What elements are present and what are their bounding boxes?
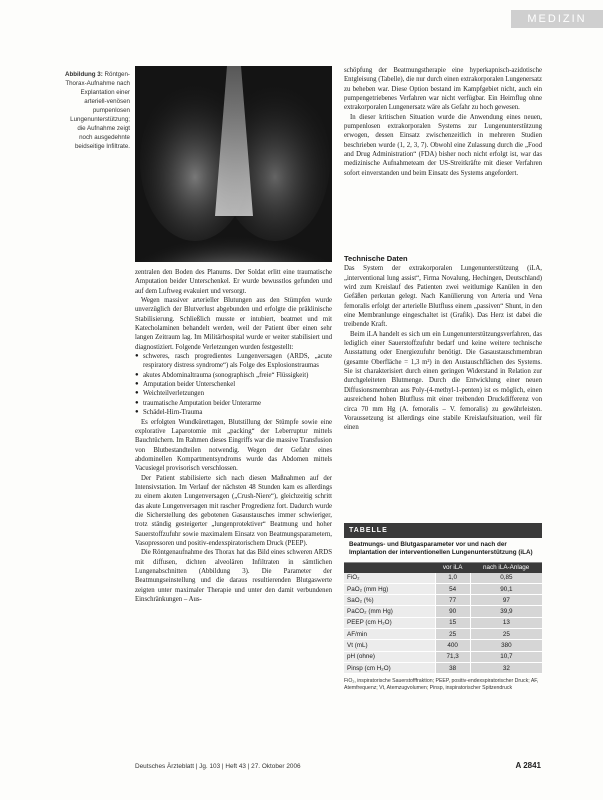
table-cell-label: AF/min [344, 629, 435, 640]
table-cell-label: FiO₂ [344, 573, 435, 584]
chest-xray-image [135, 66, 332, 262]
parameter-table [344, 563, 542, 675]
right-paragraph-4: Beim iLA handelt es sich um ein Lungenunterstützungsverfahren, das lediglich einer Sauerstoffzufuhr bedarf und keine weitere technische Ausstattung oder Energiezufuhr benötigt. Die Gasaustauschmembran (gesamte Oberfläche = 1,3 m²) in den Austauschflächen des Systems. Sie ist charakterisiert durch einen geringen Widerstand in Relation zur durchgeleiteten Blutmenge. Durch die Entwicklung einer neuen Diffusionsmembran aus Poly-(4-methyl-1-penten) ist es möglich, einen ausreichend hohen Blutfluss mit einer treibenden Druckdifferenz von circa 70 mm Hg (A. femoralis – V. femoralis) zu gewährleisten. Voraussetzung ist allerdings eine stabile Kreislaufsituation, weil für einen [344, 330, 542, 432]
column-header [344, 563, 435, 573]
table-cell: 77 [435, 595, 470, 606]
section-label: MEDIZIN [511, 10, 603, 28]
injury-list [135, 352, 332, 417]
journal-citation: Deutsches Ärzteblatt | Jg. 103 | Heft 43 | 27. Oktober 2006 [135, 763, 301, 770]
table-row [344, 662, 542, 673]
left-paragraph-2: Wegen massiver arterieller Blutungen aus den Stümpfen wurde unverzüglich der Blutverlust abgebunden und erfolgte die präklinische Stabilisierung. Schließlich musste er intubiert, beatmet und mit Katecholaminen behandelt werden, weil der Patient über einen sehr langen Zeitraum lag. Im Militärhospital wurde er weiter stabilisiert und diagnostiziert. Folgende Verletzungen wurden festgestellt: [135, 297, 332, 351]
left-paragraph-4: Der Patient stabilisierte sich nach diesen Maßnahmen auf der Intensivstation. Im Verlauf der nächsten 48 Stunden kam es allerdings zu einem akuten Lungenversagen („Crush-Niere“), gleichzeitig schritt das akute Lungenversagen mit rascher Progredienz fort. Dadurch wurde die Sicherstellung des gebotenen Gasaustausches immer schwieriger, trotz ständig gesteigerter „lungenprotektiver“ Beatmung und hoher Sauerstoffzufuhr sowie maximalem Einsatz von Beatmungsparametern, Vasopressoren und positiv-endexspiratorischem Druck (PEEP). [135, 474, 332, 547]
column-header: nach iLA-Anlage [470, 563, 542, 573]
table-footnote: FiO₂, inspiratorische Sauerstofffraktion; PEEP, positiv-endexspiratorischer Druck; AF, Atemfrequenz; Vt, Atemzugvolumen; Pinsp, inspiratorischer Spitzendruck [344, 678, 539, 692]
table-row [344, 640, 542, 651]
table-cell-label: PaO₂ (mm Hg) [344, 583, 435, 594]
left-paragraph-3: Es erfolgten Wundkürettagen, Blutstillung der Stümpfe sowie eine explorative Laparotomie mit „packing“ der Leberruptur mittels Bauchtüchern. Im Rahmen dieses Eingriffs war die massive Transfusion von Blutbestandteilen notwendig. Wegen der Gefahr eines abdominellen Kompartmentsyndroms wurde das Abdomen mittels Vacusiegel provisorisch verschlossen. [135, 418, 332, 473]
table-cell: 0,85 [470, 573, 542, 584]
table-cell: 90,1 [470, 583, 542, 594]
table-cell: 25 [470, 629, 542, 640]
table-cell: 38 [435, 662, 470, 673]
table-cell: 13 [470, 617, 542, 628]
table-row [344, 606, 542, 617]
right-paragraph-3: Das System der extrakorporalen Lungenunterstützung (iLA, „interventional lung assist“, Firma Novalung, Hechingen, Deutschland) wird zum Kreislauf des Patienten zwei weitlumige Kanülen in den Gefäßen perkutan gelegt. Nach Kanülierung von Arteria und Vena femoralis erfolgt der arterielle Blutfluss einem „passiven“ Shunt, in den eine Membranlunge eingeschaltet ist (Grafik). Das Herz ist dabei die treibende Kraft. [344, 265, 542, 329]
caption-label: Abbildung 3: [64, 71, 103, 78]
data-table-box [344, 523, 542, 749]
table-title: Beatmungs- und Blutgasparameter vor und nach der Implantation der interventionellen Lungenunterstützung (iLA) [344, 538, 542, 563]
right-column-top [344, 66, 542, 178]
injury-item: ● akutes Abdominaltrauma (sonographisch „freie“ Flüssigkeit) [135, 371, 332, 380]
left-column [135, 268, 332, 604]
right-paragraph-2: In dieser kritischen Situation wurde die Anwendung eines neuen, pumpenlosen extrakorporalen Systems zur Lungenunterstützung erwogen, dessen Einsatz zwischenzeitlich in mehreren Studien beschrieben wurde (1, 2, 3, 7). Obwohl eine Zulassung durch die „Food and Drug Administration“ (FDA) bisher noch nicht erfolgt ist, war das medizinische Aufnahmeteam der US-Streitkräfte mit dieser Verfahren sofort einverstanden und beim Einsatz des Systems angefordert. [344, 113, 542, 177]
table-cell-label: Vt (mL) [344, 640, 435, 651]
table-cell: 1,0 [435, 573, 470, 584]
table-row [344, 651, 542, 662]
table-row [344, 573, 542, 584]
left-paragraph-5: Die Röntgenaufnahme des Thorax hat das Bild eines schweren ARDS mit diffusen, dichten alveolären Infiltraten in sämtlichen Lungenabschnitten (Abbildung 3). Die Parameter der Beatmungseinstellung und die daraus resultierenden Blutgaswerte zeigten unter maximaler Therapie und unter den damit verbundenen Einschränkungen – Aus- [135, 549, 332, 604]
table-cell: 71,3 [435, 651, 470, 662]
injury-item: ● traumatische Amputation beider Unterarme [135, 399, 332, 408]
left-paragraph-1: zentralen den Boden des Planums. Der Soldat erlitt eine traumatische Amputation beider Unterschenkel. Er wurde bewusstlos gefunden und auf dem Luftweg evakuiert und versorgt. [135, 269, 332, 295]
table-cell: 15 [435, 617, 470, 628]
table-cell: 10,7 [470, 651, 542, 662]
table-row [344, 583, 542, 594]
table-header: TABELLE [344, 523, 542, 538]
table-row [344, 595, 542, 606]
table-cell: 25 [435, 629, 470, 640]
injury-item: ● Schädel-Hirn-Trauma [135, 408, 332, 417]
injury-item: ● schweres, rasch progredientes Lungenversagen (ARDS, „acute respiratory distress syndrome“) als Folge des Explosionstraumas [135, 352, 332, 371]
xray-graphic [135, 66, 332, 262]
table-cell-label: PaCO₂ (mm Hg) [344, 606, 435, 617]
table-cell-label: pH (ohne) [344, 651, 435, 662]
table-cell: 32 [470, 662, 542, 673]
right-paragraph-1: schöpfung der Beatmungstherapie eine hyperkapnisch-azidotische Entgleisung (Tabelle), die nur durch einen extrakorporalen Lungenersatz zu beheben war. Diese Option bestand im Kampfgebiet nicht, auch ein pumpengetriebenes Verfahren war nicht verfügbar. Ein Heimflug ohne extrakorporalen Lungenersatz wäre als Gefahr zu hoch gewesen. [344, 67, 542, 112]
table-cell: 400 [435, 640, 470, 651]
figure-caption [64, 70, 130, 151]
table-cell-label: Pinsp (cm H₂O) [344, 662, 435, 673]
table-cell: 380 [470, 640, 542, 651]
table-cell: 90 [435, 606, 470, 617]
page-number: A 2841 [515, 761, 541, 770]
caption-text: Röntgen-Thorax-Aufnahme nach Explantation einer arteriell-venösen pumpenlosen Lungenunterstützung; die Aufnahme zeigt noch ausgedehnte beidseitige Infiltrate. [65, 71, 130, 150]
table-header-row [344, 563, 542, 573]
section-heading: Technische Daten [344, 254, 408, 263]
table-cell-label: SaO₂ (%) [344, 595, 435, 606]
injury-item: ● Weichteilverletzungen [135, 389, 332, 398]
right-column-bottom [344, 254, 542, 433]
table-cell: 39,9 [470, 606, 542, 617]
table-row [344, 629, 542, 640]
table-cell-label: PEEP (cm H₂O) [344, 617, 435, 628]
column-header: vor iLA [435, 563, 470, 573]
injury-item: ● Amputation beider Unterschenkel [135, 380, 332, 389]
table-cell: 97 [470, 595, 542, 606]
table-row [344, 617, 542, 628]
table-cell: 54 [435, 583, 470, 594]
